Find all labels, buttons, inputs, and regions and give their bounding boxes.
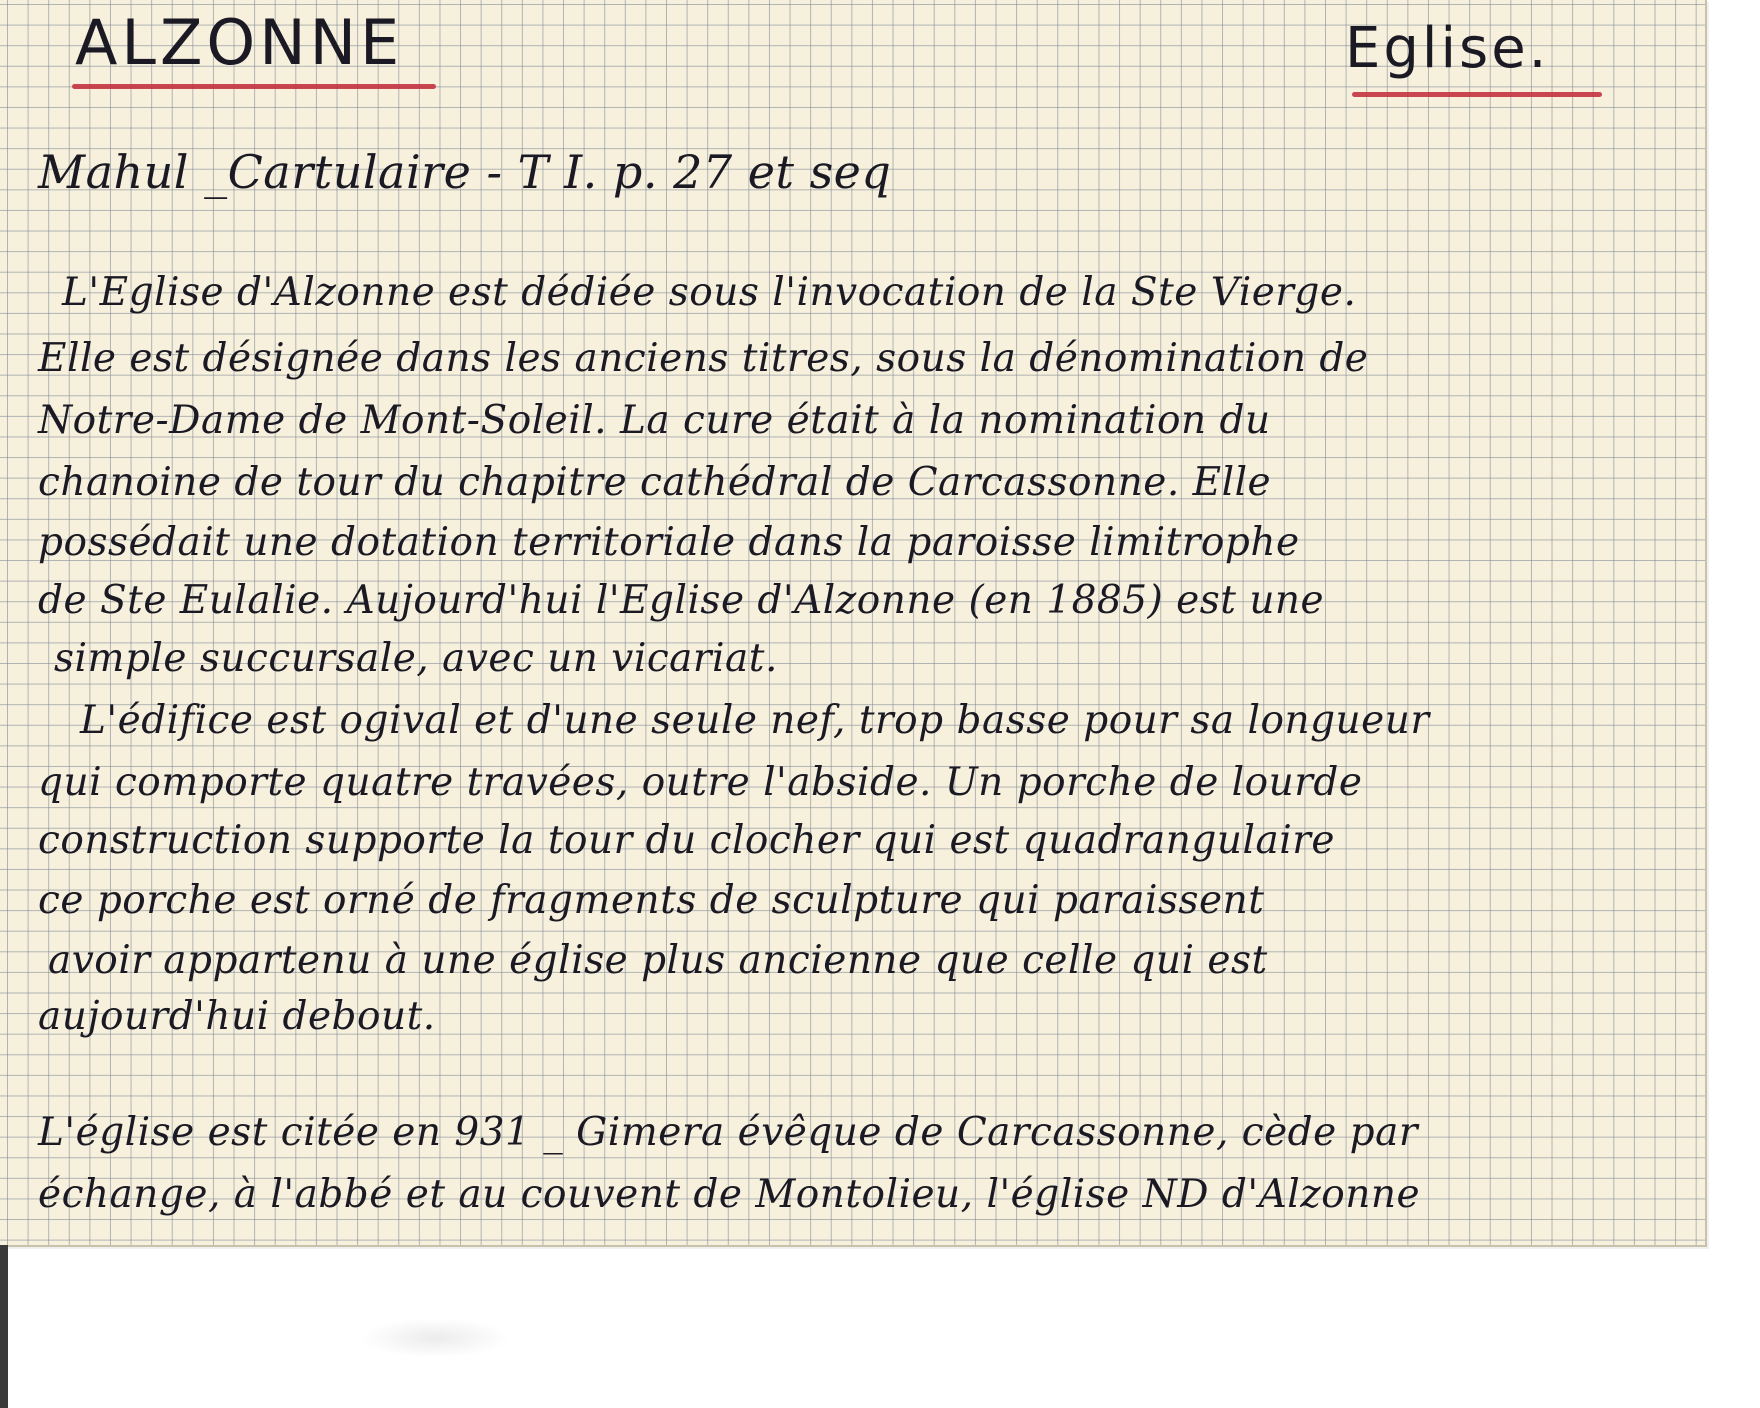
- text-line: avoir appartenu à une église plus ancienne que celle qui est: [48, 938, 1268, 983]
- text-line: ce porche est orné de fragments de sculpture qui paraissent: [38, 878, 1265, 923]
- text-line: aujourd'hui debout.: [38, 994, 436, 1039]
- text-line: construction supporte la tour du clocher qui est quadrangulaire: [38, 818, 1335, 863]
- scan-smudge: [360, 1318, 510, 1358]
- text-line: échange, à l'abbé et au couvent de Montolieu, l'église ND d'Alzonne: [38, 1172, 1421, 1217]
- scanner-edge: [0, 1245, 8, 1408]
- text-line: de Ste Eulalie. Aujourd'hui l'Eglise d'Alzonne (en 1885) est une: [38, 578, 1325, 623]
- text-line: L'Eglise d'Alzonne est dédiée sous l'invocation de la Ste Vierge.: [62, 270, 1357, 315]
- text-line: Elle est désignée dans les anciens titres, sous la dénomination de: [38, 336, 1369, 381]
- text-line: simple succursale, avec un vicariat.: [54, 636, 778, 681]
- text-line: qui comporte quatre travées, outre l'abside. Un porche de lourde: [38, 760, 1363, 805]
- text-line: L'édifice est ogival et d'une seule nef, trop basse pour sa longueur: [80, 698, 1430, 743]
- subject-underline: [1352, 92, 1602, 97]
- text-line: possédait une dotation territoriale dans la paroisse limitrophe: [38, 520, 1300, 565]
- text-line: Notre-Dame de Mont-Soleil. La cure était à la nomination du: [38, 398, 1271, 443]
- text-line: L'église est citée en 931 _ Gimera évêque de Carcassonne, cède par: [38, 1110, 1418, 1155]
- town-underline: [72, 84, 436, 89]
- card-heading-town: ALZONNE: [75, 6, 404, 79]
- source-reference: Mahul _Cartulaire - T I. p. 27 et seq: [38, 145, 892, 199]
- card-heading-subject: Eglise.: [1345, 16, 1550, 81]
- text-line: chanoine de tour du chapitre cathédral de Carcassonne. Elle: [38, 460, 1272, 505]
